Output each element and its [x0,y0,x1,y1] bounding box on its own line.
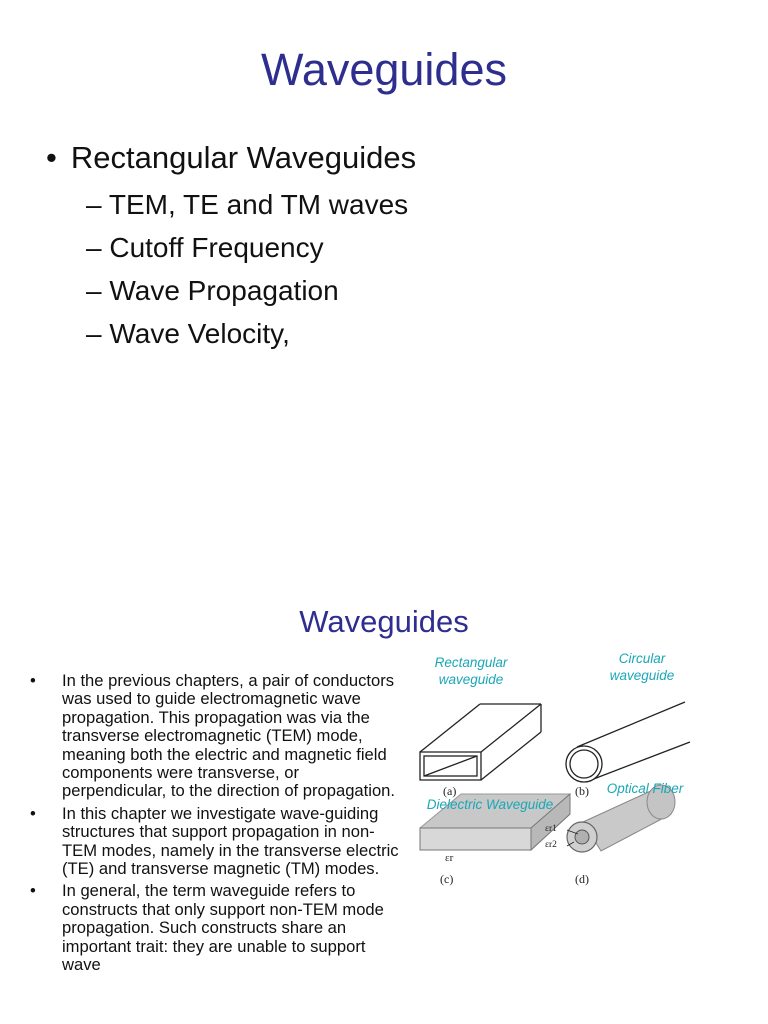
waveguide-figure [405,651,705,984]
sub-bullet: – Wave Velocity, [86,318,290,349]
label-rectangular-waveguide: Rectangular waveguide [434,655,508,687]
sub-label-d: (d) [575,872,589,886]
sub-bullet-list [86,186,408,358]
label-optical-fiber: Optical Fiber [606,781,684,796]
body-bullet: • In the previous chapters, a pair of conductors was used to guide electromagnetic wave propagation. This propagation was via the transverse electromagnetic (TEM) mode, meaning both the electric and magnetic field components were transverse, or perpendicular, to the direction of propagation. [30,671,396,801]
sub-label-b: (b) [575,784,589,798]
sub-label-a: (a) [443,784,457,798]
slide-2-title: Waveguides [299,604,469,639]
sub-bullet: – Wave Propagation [86,275,339,306]
circular-waveguide-drawing [566,702,690,782]
eps-r1-label: εr1 [545,824,557,834]
sub-label-c: (c) [440,872,454,886]
eps-r-label: εr [445,852,454,864]
body-bullet-list [30,672,400,979]
eps-r2-label: εr2 [545,840,557,850]
sub-bullet: – Cutoff Frequency [86,232,324,263]
rectangular-waveguide-drawing [420,704,541,780]
slide-2 [0,580,768,1024]
bullet-dot: • [46,140,57,175]
body-bullet: • In general, the term waveguide refers to constructs that only support non-TEM mode propagation. Such constructs share an important trait: they are unable to support wave [30,881,384,975]
bullet-rectangular-waveguides [46,140,416,176]
sub-bullet: – TEM, TE and TM waves [86,189,409,220]
body-bullet: • In this chapter we investigate wave-guiding structures that support propagation in non-TEM modes, namely in the transverse electric (TE) and transverse magnetic (TM) modes. [30,803,399,879]
label-dielectric-waveguide: Dielectric Waveguide [426,797,554,812]
bullet-text: Rectangular Waveguides [70,140,417,175]
label-circular-waveguide: Circular waveguide [609,651,675,683]
waveguide-illustration [405,654,705,984]
slide-1-title: Waveguides [261,44,507,95]
